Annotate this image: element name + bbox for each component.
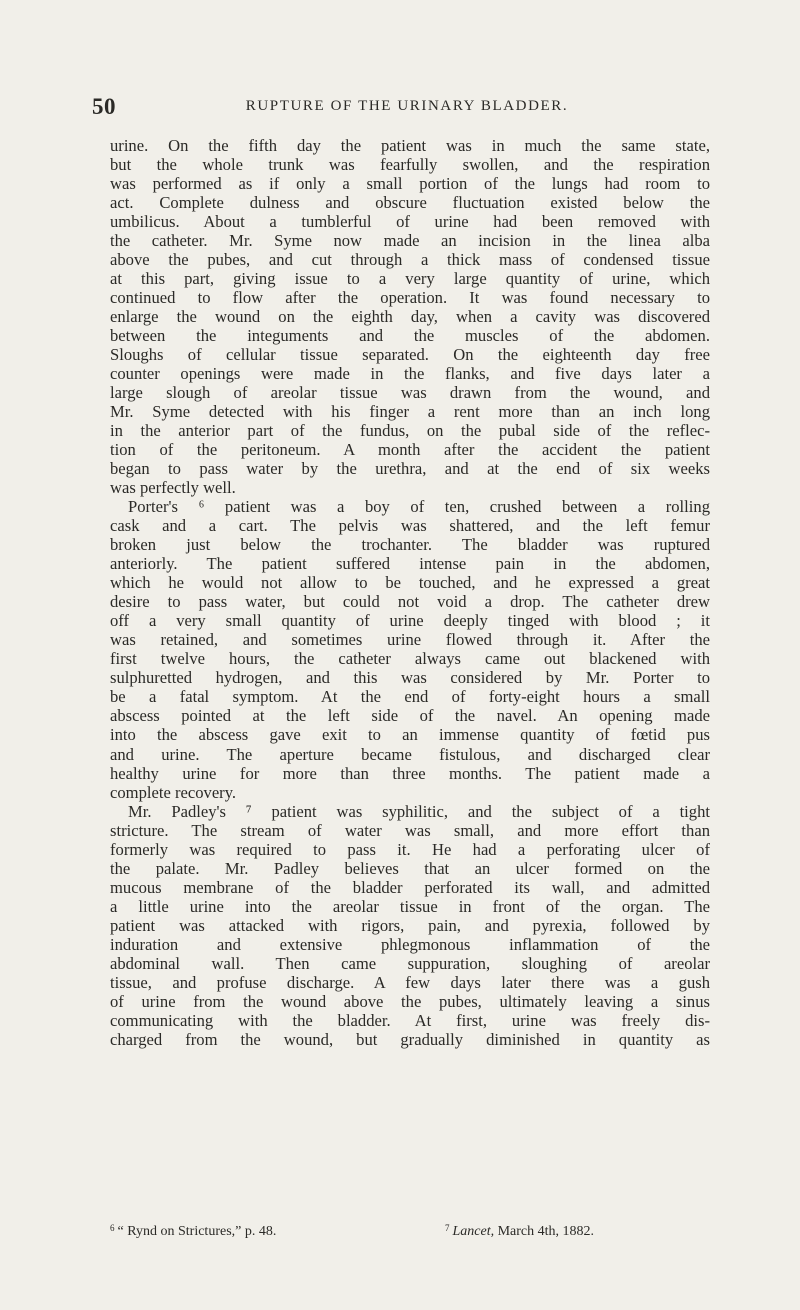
text-line: umbilicus. About a tumblerful of urine had been removed with <box>110 212 710 232</box>
text-line: of urine from the wound above the pubes, ultimately leaving a sinus <box>110 991 710 1011</box>
text-line: charged from the wound, but gradually diminished in quantity as <box>110 1029 710 1049</box>
text-line: patient was attacked with rigors, pain, and pyrexia, followed by <box>110 915 710 935</box>
text-line: Mr. Syme detected with his finger a rent more than an inch long <box>110 402 710 422</box>
footnote-text: March 4th, 1882. <box>494 1224 595 1239</box>
text-line: large slough of areolar tissue was drawn from the wound, and <box>110 383 710 403</box>
text-line: the palate. Mr. Padley believes that an ulcer formed on the <box>110 858 710 878</box>
text-line: counter openings were made in the flanks, and five days later a <box>110 364 710 384</box>
text-line: desire to pass water, but could not void a drop. The catheter drew <box>110 592 710 612</box>
text-line: was perfectly well. <box>110 478 236 498</box>
text-line: induration and extensive phlegmonous inflammation of the <box>110 934 710 954</box>
text-line: abdominal wall. Then came suppuration, sloughing of areolar <box>110 953 710 973</box>
text-line: abscess pointed at the left side of the navel. An opening made <box>110 706 710 726</box>
text-line: and urine. The aperture became fistulous, and discharged clear <box>110 744 710 764</box>
text-line: enlarge the wound on the eighth day, when a cavity was discovered <box>110 307 710 327</box>
text-line: the catheter. Mr. Syme now made an incision in the linea alba <box>110 231 710 251</box>
body-text <box>110 136 710 1049</box>
text-line: act. Complete dulness and obscure fluctuation existed below the <box>110 193 710 213</box>
text-line: urine. On the fifth day the patient was in much the same state, <box>110 136 710 155</box>
text-line: tion of the peritoneum. A month after the accident the patient <box>110 440 710 460</box>
text-line: into the abscess gave exit to an immense quantity of fœtid pus <box>110 725 710 745</box>
text-line: healthy urine for more than three months. The patient made a <box>110 763 710 783</box>
text-line: cask and a cart. The pelvis was shattered, and the left femur <box>110 516 710 536</box>
footnote-marker: 7 <box>445 1223 450 1233</box>
footnote-6 <box>110 1223 276 1240</box>
text-line: tissue, and profuse discharge. A few days later there was a gush <box>110 972 710 992</box>
text-line: first twelve hours, the catheter always came out blackened with <box>110 649 710 669</box>
text-line: broken just below the trochanter. The bladder was ruptured <box>110 535 710 555</box>
text-line: anteriorly. The patient suffered intense pain in the abdomen, <box>110 554 710 574</box>
footnote-journal: Lancet, <box>452 1224 495 1239</box>
text-line: complete recovery. <box>110 782 237 802</box>
running-title: RUPTURE OF THE URINARY BLADDER. <box>245 98 569 114</box>
text-line: Porter's ⁶ patient was a boy of ten, crushed between a rolling <box>128 497 710 517</box>
text-line: formerly was required to pass it. He had a perforating ulcer of <box>110 839 710 859</box>
text-line: sulphuretted hydrogen, and this was considered by Mr. Porter to <box>110 668 710 688</box>
footnote-text: “ Rynd on Strictures,” p. 48. <box>117 1224 277 1239</box>
text-line: was performed as if only a small portion of the lungs had room to <box>110 174 710 194</box>
text-line: continued to flow after the operation. It was found necessary to <box>110 288 710 308</box>
text-line: was retained, and sometimes urine flowed through it. After the <box>110 630 710 650</box>
text-line: communicating with the bladder. At first, urine was freely dis- <box>110 1010 710 1030</box>
footnote-marker: 6 <box>110 1223 115 1233</box>
page-number: 50 <box>92 94 116 119</box>
text-line: be a fatal symptom. At the end of forty-eight hours a small <box>110 687 710 707</box>
text-line: began to pass water by the urethra, and at the end of six weeks <box>110 459 710 479</box>
text-line: Mr. Padley's ⁷ patient was syphilitic, and the subject of a tight <box>128 801 710 821</box>
text-line: stricture. The stream of water was small, and more effort than <box>110 820 710 840</box>
footnote-7 <box>445 1223 594 1240</box>
text-line: but the whole trunk was fearfully swollen, and the respiration <box>110 155 710 175</box>
text-line: in the anterior part of the fundus, on the pubal side of the reflec- <box>110 421 710 441</box>
text-line: Sloughs of cellular tissue separated. On the eighteenth day free <box>110 345 710 365</box>
text-line: at this part, giving issue to a very large quantity of urine, which <box>110 269 710 289</box>
text-line: mucous membrane of the bladder perforated its wall, and admitted <box>110 877 710 897</box>
text-line: which he would not allow to be touched, and he expressed a great <box>110 573 710 593</box>
text-line: off a very small quantity of urine deeply tinged with blood ; it <box>110 611 710 631</box>
page-header <box>92 94 702 124</box>
text-line: between the integuments and the muscles of the abdomen. <box>110 326 710 346</box>
text-line: above the pubes, and cut through a thick mass of condensed tissue <box>110 250 710 270</box>
text-line: a little urine into the areolar tissue in front of the organ. The <box>110 896 710 916</box>
footnotes <box>110 1223 710 1243</box>
